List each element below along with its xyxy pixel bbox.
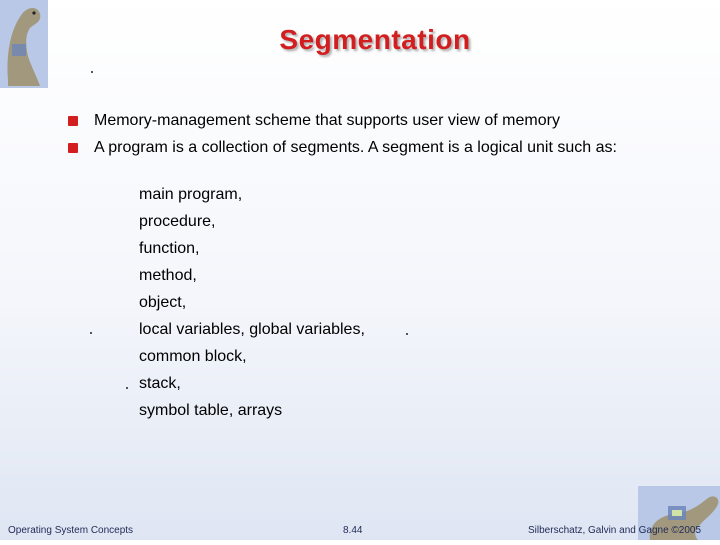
- segment-item: method,: [139, 267, 197, 284]
- segment-item: local variables, global variables,: [139, 321, 365, 338]
- bullet-list: [66, 111, 646, 158]
- stray-dot: [406, 333, 408, 335]
- footer-book-title: Operating System Concepts: [8, 525, 134, 536]
- segment-item: function,: [139, 240, 200, 257]
- segment-item: main program,: [139, 186, 243, 203]
- bullet-item: [66, 138, 646, 158]
- segment-item: procedure,: [139, 213, 216, 230]
- segment-item: common block,: [139, 348, 247, 365]
- slide-title: Segmentation: [279, 24, 471, 55]
- square-bullet-icon: [68, 116, 78, 126]
- footer-page-number: 8.44: [343, 525, 363, 536]
- stray-dot: [126, 387, 128, 389]
- stray-dot: [91, 71, 93, 73]
- bullet-item: [66, 111, 646, 131]
- bullet-text: A program is a collection of segments. A segment is a logical unit such as:: [94, 139, 617, 156]
- segment-list: [139, 181, 365, 424]
- stray-dot: [90, 332, 92, 334]
- footer-copyright: Silberschatz, Galvin and Gagne ©2005: [528, 525, 702, 536]
- segment-item: symbol table, arrays: [139, 402, 283, 419]
- square-bullet-icon: [68, 143, 78, 153]
- segment-item: stack,: [139, 375, 181, 392]
- bullet-text: Memory-management scheme that supports user view of memory: [94, 112, 560, 129]
- segment-item: object,: [139, 294, 187, 311]
